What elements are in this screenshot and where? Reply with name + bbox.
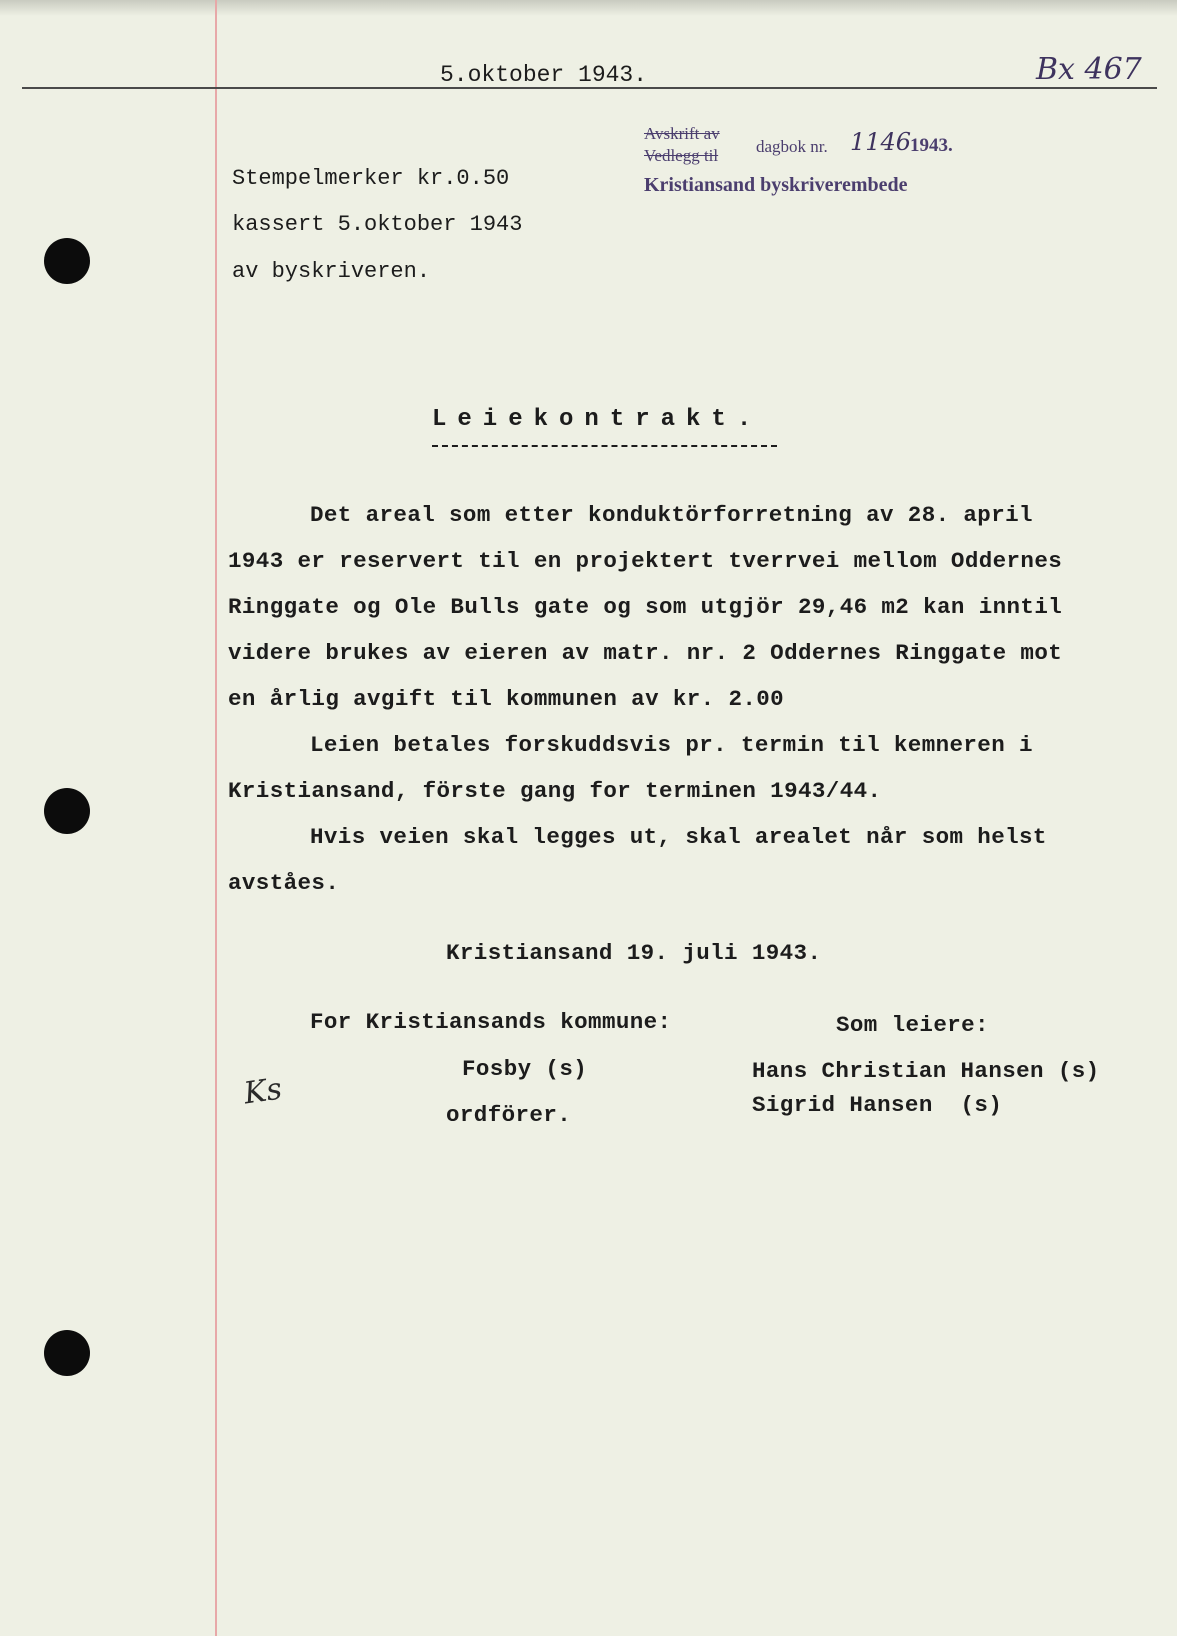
body-line: Ringgate og Ole Bulls gate og som utgjör 29,46 m2 kan inntil — [228, 594, 1063, 620]
title-underline — [432, 445, 777, 447]
document-title: Leiekontrakt. — [432, 406, 763, 433]
signature-left-heading: For Kristiansands kommune: — [310, 1009, 672, 1035]
body-line: Leien betales forskuddsvis pr. termin til kemneren i — [310, 732, 1033, 758]
fee-note-line: av byskriveren. — [232, 259, 431, 284]
signature-right-heading: Som leiere: — [836, 1012, 989, 1038]
stamp-vedlegg: Vedlegg til — [644, 146, 719, 165]
stamp-dagbok-label: dagbok nr. — [756, 137, 828, 156]
punch-hole — [44, 238, 90, 284]
place-date: Kristiansand 19. juli 1943. — [446, 940, 822, 966]
stamp-avskrift: Avskrift av — [644, 124, 720, 143]
fee-note-line: kassert 5.oktober 1943 — [232, 212, 523, 237]
signature-left-name: Fosby (s) — [462, 1056, 588, 1082]
stamp-dagbok-number: 1146 — [850, 128, 912, 156]
punch-hole — [44, 1330, 90, 1376]
signature-right-name: Sigrid Hansen (s) — [752, 1092, 1003, 1118]
initials-mark: Ks — [241, 1071, 285, 1112]
fee-note-line: Stempelmerker kr.0.50 — [232, 166, 510, 191]
body-line: en årlig avgift til kommunen av kr. 2.00 — [228, 686, 785, 712]
body-line: videre brukes av eieren av matr. nr. 2 Oddernes Ringgate mot — [228, 640, 1063, 666]
body-line: Det areal som etter konduktörforretning av 28. april — [310, 502, 1033, 528]
stamp-office: Kristiansand byskriverembede — [644, 174, 908, 196]
body-line: Hvis veien skal legges ut, skal arealet når som helst — [310, 824, 1047, 850]
header-date: 5.oktober 1943. — [440, 62, 648, 88]
punch-hole — [44, 788, 90, 834]
signature-right-name: Hans Christian Hansen (s) — [752, 1058, 1100, 1084]
page-top-edge — [0, 0, 1177, 16]
margin-line — [215, 0, 217, 1636]
stamp-dagbok-year: 1943. — [910, 135, 953, 156]
body-line: avståes. — [228, 870, 340, 896]
body-line: 1943 er reservert til en projektert tverrvei mellom Oddernes — [228, 548, 1063, 574]
signature-left-title: ordförer. — [446, 1102, 572, 1128]
body-line: Kristiansand, förste gang for terminen 1943/44. — [228, 778, 882, 804]
page-reference: Bx 467 — [1036, 52, 1142, 87]
